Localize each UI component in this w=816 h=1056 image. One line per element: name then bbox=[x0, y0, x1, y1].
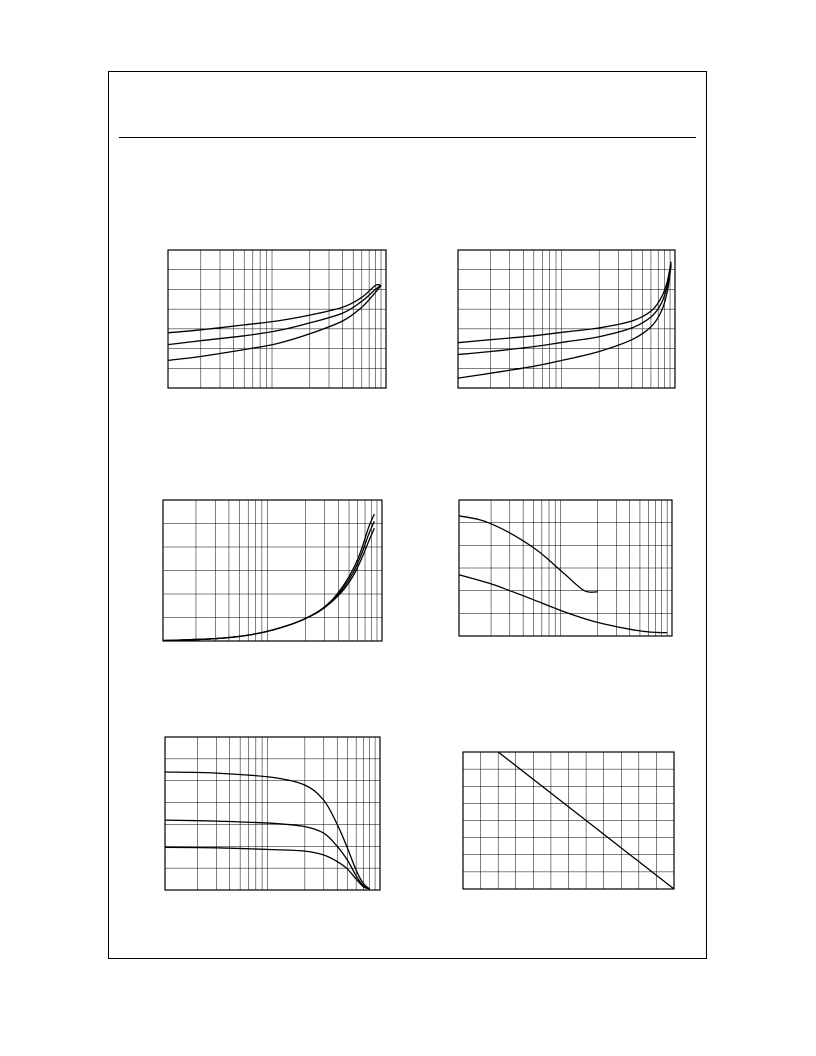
series-line-3 bbox=[458, 266, 671, 378]
series-line-1 bbox=[458, 262, 671, 343]
series-line-2 bbox=[163, 521, 374, 640]
chart-5 bbox=[165, 737, 380, 890]
chart-6 bbox=[463, 752, 674, 889]
series-line-1 bbox=[165, 772, 370, 889]
series-line-2 bbox=[165, 820, 370, 889]
chart-2 bbox=[458, 250, 675, 388]
series-line-2 bbox=[168, 286, 381, 345]
series-line-2 bbox=[459, 575, 667, 633]
chart-4 bbox=[459, 500, 672, 636]
chart-3 bbox=[163, 500, 382, 641]
chart-1 bbox=[168, 250, 386, 388]
series-line-3 bbox=[168, 286, 381, 361]
header-divider bbox=[119, 137, 696, 138]
series-line-1 bbox=[163, 514, 374, 640]
series-line-3 bbox=[163, 528, 374, 640]
series-line-1 bbox=[168, 285, 381, 333]
